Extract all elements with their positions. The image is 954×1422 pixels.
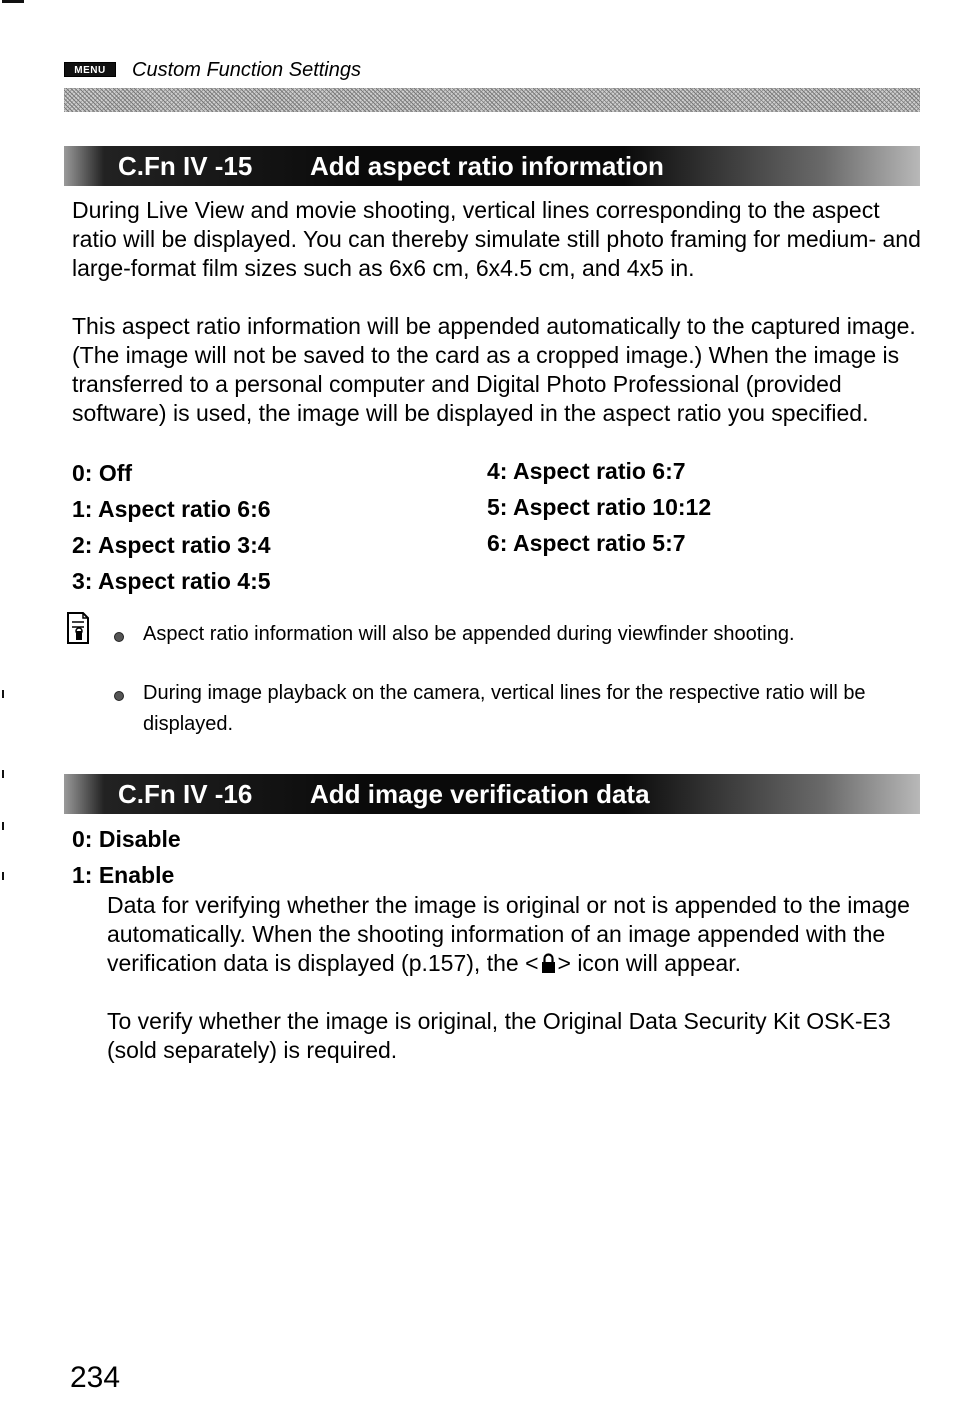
option-description (107, 891, 922, 978)
option-item: 5: Aspect ratio 10:12 (487, 494, 712, 520)
description-text: Data for verifying whether the image is original or not is appended to the image automatically. When the shooting information of an image appended with the verification data is displayed (p.157), the < (107, 892, 910, 976)
margin-mark (2, 822, 4, 830)
margin-mark (2, 690, 4, 698)
running-title: Custom Function Settings (132, 59, 361, 81)
option-description: To verify whether the image is original, the Original Data Security Kit OSK-E3 (sold separately) is required. (107, 1008, 891, 1063)
lock-icon (541, 952, 556, 974)
section-code: C.Fn IV -16 (118, 779, 253, 809)
description-text: > icon will appear. (557, 950, 741, 976)
memo-note-icon (66, 612, 90, 644)
paragraph: This aspect ratio information will be appended automatically to the captured image. (The image will not be saved to the card as a cropped image.) When the image is transferred to a personal computer and Digital Photo Professional (provided software) is used, the image will be displayed in the aspect ratio you specified. (72, 313, 916, 426)
option-item: 4: Aspect ratio 6:7 (487, 458, 686, 484)
option-item: 1: Enable (72, 862, 175, 888)
header-rule (64, 88, 920, 112)
menu-badge: MENU (64, 62, 116, 77)
note-item: During image playback on the camera, vertical lines for the respective ratio will be displayed. (143, 682, 866, 735)
option-item: 6: Aspect ratio 5:7 (487, 530, 686, 556)
option-item: 0: Disable (72, 826, 181, 852)
margin-mark (2, 770, 4, 778)
section-title: Add aspect ratio information (310, 151, 664, 181)
option-item: 1: Aspect ratio 6:6 (72, 496, 271, 522)
section-code: C.Fn IV -15 (118, 151, 253, 181)
page-number: 234 (70, 1361, 121, 1394)
bullet-icon (114, 691, 124, 701)
bullet-icon (114, 632, 124, 642)
paragraph: During Live View and movie shooting, vertical lines corresponding to the aspect ratio will be displayed. You can thereby simulate still photo framing for medium- and large-format film sizes such as 6x6 cm, 6x4.5 cm, and 4x5 in. (72, 197, 921, 281)
section-heading-cfn-iv-16 (64, 774, 920, 814)
margin-mark (2, 0, 24, 3)
option-item: 0: Off (72, 460, 133, 486)
margin-mark (2, 872, 4, 880)
section-title: Add image verification data (310, 779, 650, 809)
section-heading-cfn-iv-15 (64, 146, 920, 186)
option-item: 2: Aspect ratio 3:4 (72, 532, 271, 558)
option-item: 3: Aspect ratio 4:5 (72, 568, 271, 594)
running-head (64, 58, 924, 114)
note-item: Aspect ratio information will also be appended during viewfinder shooting. (143, 623, 795, 645)
